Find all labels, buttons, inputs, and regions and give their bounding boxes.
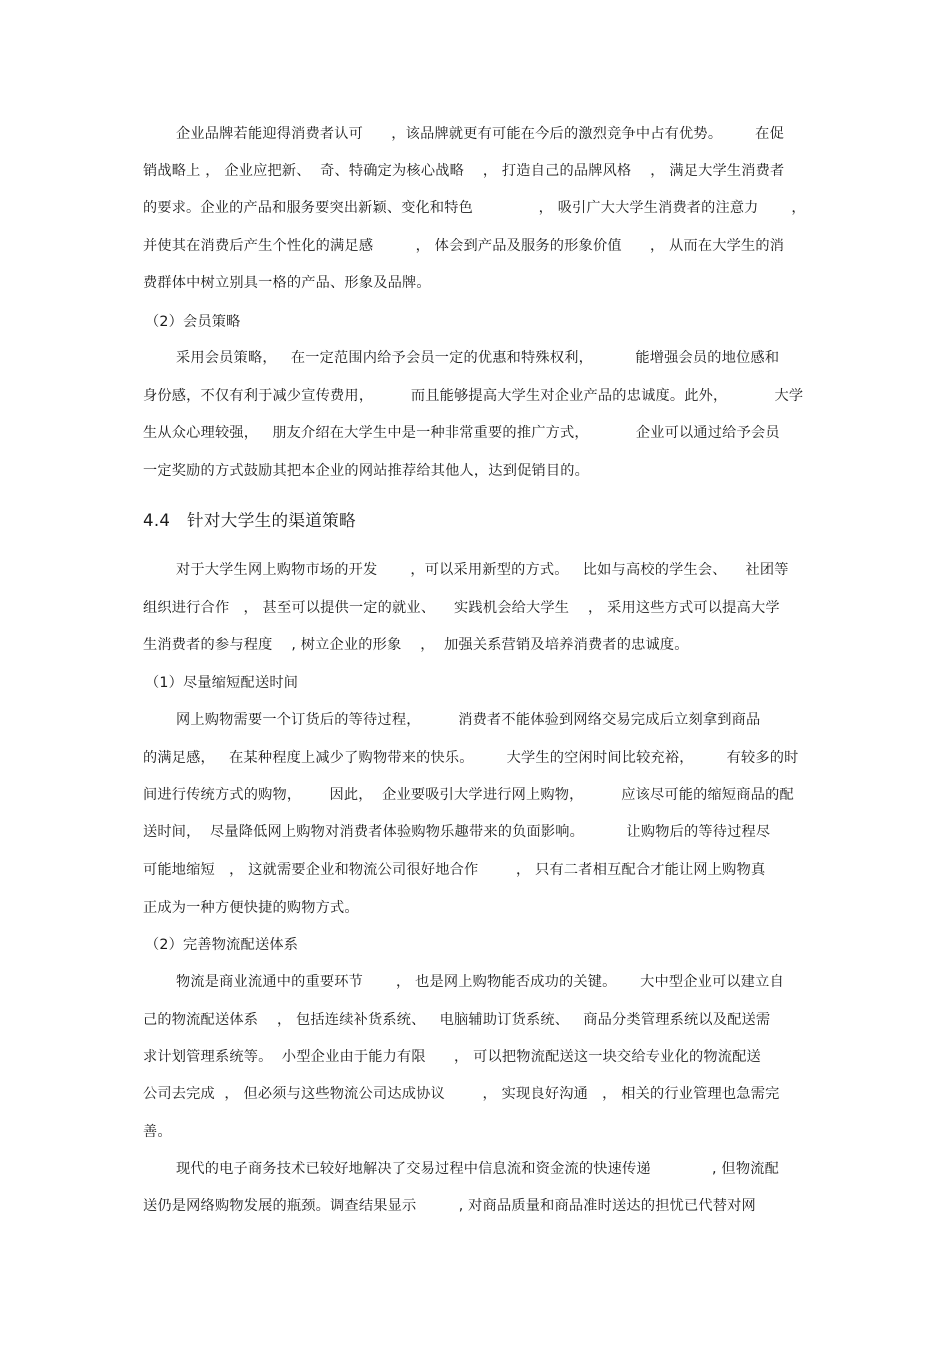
text-line: 并使其在消费后产生个性化的满足感 ， 体会到产品及服务的形象价值 ， 从而在大学生的消 [143, 238, 785, 254]
text-line: 组织进行合作 ， 甚至可以提供一定的就业、 实践机会给大学生 ， 采用这些方式可以提高大学 [143, 600, 780, 616]
text-line: 费群体中树立别具一格的产品、形象及品牌。 [143, 275, 431, 291]
text-line: 企业品牌若能迎得消费者认可 ，该品牌就更有可能在今后的激烈竞争中占有优势。 在促 [176, 126, 784, 142]
subheading-logistics: （2）完善物流配送体系 [145, 937, 299, 953]
text-line: 销战略上 ， 企业应把新、 奇、特确定为核心战略 ， 打造自己的品牌风格 ， 满足大学生消费者 [143, 163, 785, 179]
text-line: 身份感，不仅有利于减少宣传费用， 而且能够提高大学生对企业产品的忠诚度。此外， 大学 [143, 388, 804, 404]
text-line: 网上购物需要一个订货后的等待过程， 消费者不能体验到网络交易完成后立刻拿到商品 [176, 712, 761, 728]
text-line: 物流是商业流通中的重要环节 ， 也是网上购物能否成功的关键。 大中型企业可以建立自 [176, 974, 784, 990]
text-line: 善。 [143, 1124, 172, 1140]
text-line: 生从众心理较强， 朋友介绍在大学生中是一种非常重要的推广方式， 企业可以通过给予会员 [143, 425, 780, 441]
text-line: 生消费者的参与程度 , 树立企业的形象 ， 加强关系营销及培养消费者的忠诚度。 [143, 637, 689, 653]
text-line: 正成为一种方便快捷的购物方式。 [143, 900, 359, 916]
text-line: 采用会员策略， 在一定范围内给予会员一定的优惠和特殊权利， 能增强会员的地位感和 [176, 350, 780, 366]
text-line: 间进行传统方式的购物， 因此， 企业要吸引大学进行网上购物， 应该尽可能的缩短商品的配 [143, 787, 794, 803]
text-line: 对于大学生网上购物市场的开发 ，可以采用新型的方式。 比如与高校的学生会、 社团等 [176, 562, 789, 578]
text-line: 求计划管理系统等。 小型企业由于能力有限 ， 可以把物流配送这一块交给专业化的物流配送 [143, 1049, 761, 1065]
text-line: 可能地缩短 ， 这就需要企业和物流公司很好地合作 ， 只有二者相互配合才能让网上购物真 [143, 862, 766, 878]
text-line: 现代的电子商务技术已较好地解决了交易过程中信息流和资金流的快速传递 , 但物流配 [176, 1161, 779, 1177]
text-line: 送仍是网络购物发展的瓶颈。调查结果显示 , 对商品质量和商品准时送达的担忧已代替对网 [143, 1198, 756, 1214]
text-line: 己的物流配送体系 ， 包括连续补货系统、 电脑辅助订货系统、 商品分类管理系统以及配送需 [143, 1012, 771, 1028]
subheading-member: （2）会员策略 [145, 314, 241, 330]
text-line: 送时间， 尽量降低网上购物对消费者体验购物乐趣带来的负面影响。 让购物后的等待过程尽 [143, 824, 771, 840]
text-line: 的满足感， 在某种程度上减少了购物带来的快乐。 大学生的空闲时间比较充裕， 有较多的时 [143, 750, 799, 766]
subheading-delivery-time: （1）尽量缩短配送时间 [145, 675, 299, 691]
section-heading: 4.4 针对大学生的渠道策略 [143, 511, 356, 530]
text-line: 公司去完成 ， 但必须与这些物流公司达成协议 ， 实现良好沟通 ， 相关的行业管理也急需完 [143, 1086, 780, 1102]
text-line: 一定奖励的方式鼓励其把本企业的网站推荐给其他人，达到促销目的。 [143, 463, 590, 479]
text-line: 的要求。企业的产品和服务要突出新颖、变化和特色 ， 吸引广大大学生消费者的注意力 ， [143, 200, 806, 216]
